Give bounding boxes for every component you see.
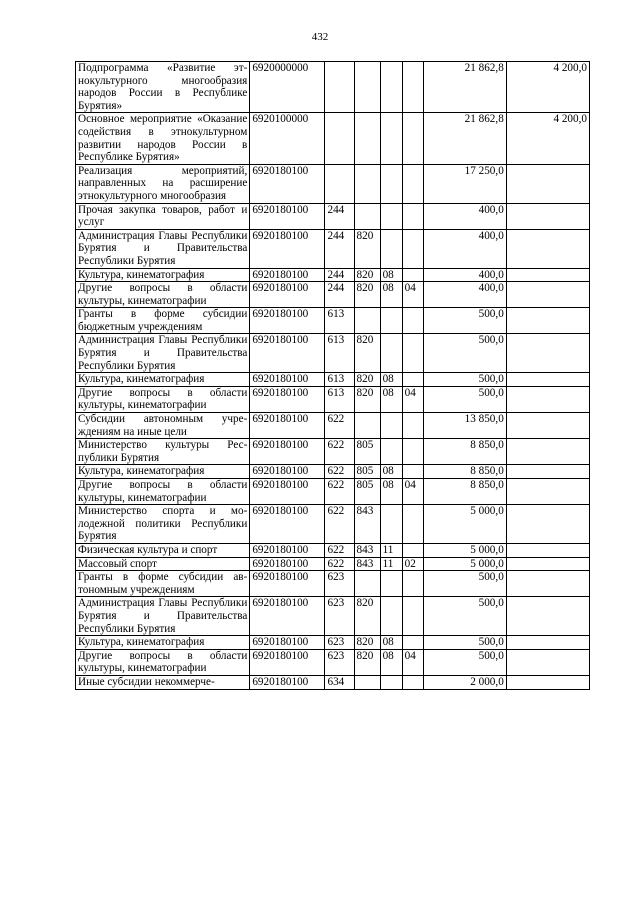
expense-type-cell: 613: [325, 308, 354, 334]
expense-type-cell: 244: [325, 268, 354, 282]
section-cell: 08: [380, 649, 402, 675]
amount-secondary-cell: [506, 203, 589, 229]
amount-secondary-cell: 4 200,0: [506, 113, 589, 164]
table-row: [76, 636, 590, 650]
row-name-cell: Гранты в форме субсидии бюджетным учреждениям: [76, 308, 250, 334]
section-cell: 08: [380, 386, 402, 412]
subsection-cell: [402, 229, 423, 268]
amount-secondary-cell: [506, 543, 589, 557]
table-row: [76, 268, 590, 282]
budget-table-body: [76, 62, 590, 690]
section-cell: [380, 62, 402, 113]
expense-type-cell: 622: [325, 479, 354, 505]
subsection-cell: 04: [402, 649, 423, 675]
subsection-cell: [402, 505, 423, 544]
target-article-cell: 6920180100: [250, 308, 325, 334]
row-name-cell: Другие вопросы в области культуры, кинематографии: [76, 649, 250, 675]
subsection-cell: 02: [402, 557, 423, 571]
section-cell: 11: [380, 557, 402, 571]
amount-cell: 500,0: [423, 597, 506, 636]
subsection-cell: [402, 268, 423, 282]
amount-cell: 500,0: [423, 334, 506, 373]
administrator-code-cell: 820: [354, 229, 380, 268]
amount-cell: 8 850,0: [423, 479, 506, 505]
table-row: [76, 308, 590, 334]
section-cell: 08: [380, 479, 402, 505]
target-article-cell: 6920180100: [250, 413, 325, 439]
expense-type-cell: [325, 113, 354, 164]
row-name-cell: Физическая культура и спорт: [76, 543, 250, 557]
administrator-code-cell: [354, 308, 380, 334]
administrator-code-cell: 805: [354, 439, 380, 465]
amount-cell: 5 000,0: [423, 543, 506, 557]
administrator-code-cell: 805: [354, 465, 380, 479]
table-row: [76, 571, 590, 597]
amount-secondary-cell: [506, 334, 589, 373]
table-row: [76, 649, 590, 675]
section-cell: [380, 413, 402, 439]
subsection-cell: [402, 308, 423, 334]
target-article-cell: 6920180100: [250, 203, 325, 229]
section-cell: [380, 675, 402, 689]
administrator-code-cell: [354, 113, 380, 164]
subsection-cell: [402, 465, 423, 479]
table-row: [76, 334, 590, 373]
target-article-cell: 6920180100: [250, 636, 325, 650]
amount-cell: 17 250,0: [423, 164, 506, 203]
amount-cell: 500,0: [423, 386, 506, 412]
subsection-cell: 04: [402, 479, 423, 505]
row-name-cell: Министерство культуры Республики Бурятия: [76, 439, 250, 465]
table-row: [76, 113, 590, 164]
table-row: [76, 282, 590, 308]
budget-table: [75, 61, 590, 690]
amount-cell: 2 000,0: [423, 675, 506, 689]
amount-cell: 400,0: [423, 203, 506, 229]
amount-cell: 21 862,8: [423, 113, 506, 164]
amount-secondary-cell: [506, 229, 589, 268]
administrator-code-cell: 820: [354, 373, 380, 387]
expense-type-cell: 623: [325, 597, 354, 636]
amount-cell: 400,0: [423, 229, 506, 268]
amount-secondary-cell: 4 200,0: [506, 62, 589, 113]
table-row: [76, 543, 590, 557]
amount-secondary-cell: [506, 308, 589, 334]
subsection-cell: [402, 113, 423, 164]
administrator-code-cell: 820: [354, 334, 380, 373]
row-name-cell: Другие вопросы в области культуры, кинематографии: [76, 282, 250, 308]
row-name-cell: Другие вопросы в области культуры, кинематографии: [76, 479, 250, 505]
target-article-cell: 6920180100: [250, 479, 325, 505]
amount-secondary-cell: [506, 386, 589, 412]
table-row: [76, 373, 590, 387]
subsection-cell: 04: [402, 282, 423, 308]
expense-type-cell: 613: [325, 334, 354, 373]
subsection-cell: [402, 439, 423, 465]
subsection-cell: [402, 413, 423, 439]
target-article-cell: 6920180100: [250, 268, 325, 282]
amount-secondary-cell: [506, 465, 589, 479]
section-cell: 08: [380, 465, 402, 479]
section-cell: [380, 571, 402, 597]
section-cell: [380, 308, 402, 334]
section-cell: [380, 164, 402, 203]
amount-cell: 400,0: [423, 268, 506, 282]
administrator-code-cell: 843: [354, 505, 380, 544]
table-row: [76, 557, 590, 571]
amount-secondary-cell: [506, 268, 589, 282]
amount-secondary-cell: [506, 636, 589, 650]
expense-type-cell: 622: [325, 557, 354, 571]
row-name-cell: Гранты в форме субсидии автономным учреждениям: [76, 571, 250, 597]
amount-secondary-cell: [506, 597, 589, 636]
table-row: [76, 597, 590, 636]
expense-type-cell: 244: [325, 203, 354, 229]
amount-cell: 21 862,8: [423, 62, 506, 113]
amount-cell: 500,0: [423, 649, 506, 675]
amount-secondary-cell: [506, 479, 589, 505]
subsection-cell: [402, 636, 423, 650]
administrator-code-cell: 843: [354, 543, 380, 557]
administrator-code-cell: 820: [354, 649, 380, 675]
administrator-code-cell: [354, 675, 380, 689]
amount-secondary-cell: [506, 413, 589, 439]
expense-type-cell: 622: [325, 505, 354, 544]
section-cell: [380, 334, 402, 373]
administrator-code-cell: 805: [354, 479, 380, 505]
target-article-cell: 6920100000: [250, 113, 325, 164]
amount-cell: 5 000,0: [423, 557, 506, 571]
amount-cell: 13 850,0: [423, 413, 506, 439]
target-article-cell: 6920180100: [250, 571, 325, 597]
section-cell: 08: [380, 373, 402, 387]
subsection-cell: [402, 62, 423, 113]
amount-secondary-cell: [506, 649, 589, 675]
subsection-cell: [402, 597, 423, 636]
row-name-cell: Администрация Главы Республики Бурятия и Правительства Республики Бурятия: [76, 334, 250, 373]
row-name-cell: Реализация мероприятий, направленных на расширение этнокультурного многообразия: [76, 164, 250, 203]
subsection-cell: [402, 571, 423, 597]
target-article-cell: 6920180100: [250, 675, 325, 689]
table-row: [76, 675, 590, 689]
row-name-cell: Прочая закупка товаров, работ и услуг: [76, 203, 250, 229]
amount-cell: 400,0: [423, 282, 506, 308]
target-article-cell: 6920180100: [250, 334, 325, 373]
section-cell: 08: [380, 282, 402, 308]
expense-type-cell: 613: [325, 386, 354, 412]
target-article-cell: 6920180100: [250, 439, 325, 465]
table-row: [76, 413, 590, 439]
administrator-code-cell: 820: [354, 386, 380, 412]
amount-cell: 5 000,0: [423, 505, 506, 544]
administrator-code-cell: 820: [354, 282, 380, 308]
expense-type-cell: 622: [325, 439, 354, 465]
expense-type-cell: 622: [325, 543, 354, 557]
target-article-cell: 6920000000: [250, 62, 325, 113]
table-row: [76, 505, 590, 544]
row-name-cell: Министерство спорта и молодежной политики Республики Бурятия: [76, 505, 250, 544]
administrator-code-cell: 843: [354, 557, 380, 571]
row-name-cell: Культура, кинематография: [76, 373, 250, 387]
target-article-cell: 6920180100: [250, 557, 325, 571]
administrator-code-cell: [354, 164, 380, 203]
amount-cell: 500,0: [423, 373, 506, 387]
row-name-cell: Массовый спорт: [76, 557, 250, 571]
section-cell: 08: [380, 636, 402, 650]
subsection-cell: [402, 164, 423, 203]
subsection-cell: [402, 373, 423, 387]
administrator-code-cell: [354, 413, 380, 439]
section-cell: [380, 439, 402, 465]
row-name-cell: Администрация Главы Республики Бурятия и Правительства Республики Бурятия: [76, 597, 250, 636]
target-article-cell: 6920180100: [250, 229, 325, 268]
section-cell: [380, 505, 402, 544]
amount-secondary-cell: [506, 571, 589, 597]
table-row: [76, 62, 590, 113]
expense-type-cell: 622: [325, 413, 354, 439]
expense-type-cell: [325, 164, 354, 203]
row-name-cell: Субсидии автономным учреждениям на иные цели: [76, 413, 250, 439]
row-name-cell: Культура, кинематография: [76, 465, 250, 479]
target-article-cell: 6920180100: [250, 386, 325, 412]
target-article-cell: 6920180100: [250, 543, 325, 557]
target-article-cell: 6920180100: [250, 164, 325, 203]
expense-type-cell: 613: [325, 373, 354, 387]
administrator-code-cell: 820: [354, 268, 380, 282]
table-row: [76, 439, 590, 465]
table-row: [76, 479, 590, 505]
expense-type-cell: 244: [325, 229, 354, 268]
subsection-cell: [402, 543, 423, 557]
amount-secondary-cell: [506, 373, 589, 387]
target-article-cell: 6920180100: [250, 505, 325, 544]
amount-secondary-cell: [506, 557, 589, 571]
administrator-code-cell: [354, 203, 380, 229]
expense-type-cell: 623: [325, 649, 354, 675]
subsection-cell: [402, 203, 423, 229]
expense-type-cell: 244: [325, 282, 354, 308]
expense-type-cell: 634: [325, 675, 354, 689]
target-article-cell: 6920180100: [250, 282, 325, 308]
amount-secondary-cell: [506, 675, 589, 689]
subsection-cell: [402, 675, 423, 689]
subsection-cell: [402, 334, 423, 373]
row-name-cell: Культура, кинематография: [76, 636, 250, 650]
amount-cell: 8 850,0: [423, 465, 506, 479]
section-cell: 08: [380, 268, 402, 282]
table-row: [76, 164, 590, 203]
expense-type-cell: [325, 62, 354, 113]
administrator-code-cell: 820: [354, 636, 380, 650]
table-row: [76, 203, 590, 229]
row-name-cell: Другие вопросы в области культуры, кинематографии: [76, 386, 250, 412]
amount-secondary-cell: [506, 164, 589, 203]
table-row: [76, 465, 590, 479]
table-row: [76, 229, 590, 268]
amount-cell: 500,0: [423, 571, 506, 597]
subsection-cell: 04: [402, 386, 423, 412]
amount-secondary-cell: [506, 282, 589, 308]
target-article-cell: 6920180100: [250, 597, 325, 636]
expense-type-cell: 623: [325, 571, 354, 597]
administrator-code-cell: 820: [354, 597, 380, 636]
page-number: 432: [311, 31, 329, 43]
section-cell: 11: [380, 543, 402, 557]
target-article-cell: 6920180100: [250, 373, 325, 387]
section-cell: [380, 229, 402, 268]
section-cell: [380, 113, 402, 164]
row-name-cell: Иные субсидии некоммерче-: [76, 675, 250, 689]
row-name-cell: Основное мероприятие «Оказание содействия в этнокультурном развитии народов России в Республике Бурятия»: [76, 113, 250, 164]
amount-secondary-cell: [506, 505, 589, 544]
target-article-cell: 6920180100: [250, 649, 325, 675]
amount-cell: 500,0: [423, 636, 506, 650]
amount-cell: 500,0: [423, 308, 506, 334]
section-cell: [380, 597, 402, 636]
amount-cell: 8 850,0: [423, 439, 506, 465]
row-name-cell: Администрация Главы Республики Бурятия и Правительства Республики Бурятия: [76, 229, 250, 268]
amount-secondary-cell: [506, 439, 589, 465]
administrator-code-cell: [354, 62, 380, 113]
expense-type-cell: 622: [325, 465, 354, 479]
row-name-cell: Подпрограмма «Развитие этнокультурного многообразия народов России в Республике Бурятия»: [76, 62, 250, 113]
target-article-cell: 6920180100: [250, 465, 325, 479]
section-cell: [380, 203, 402, 229]
table-row: [76, 386, 590, 412]
row-name-cell: Культура, кинематография: [76, 268, 250, 282]
administrator-code-cell: [354, 571, 380, 597]
expense-type-cell: 623: [325, 636, 354, 650]
